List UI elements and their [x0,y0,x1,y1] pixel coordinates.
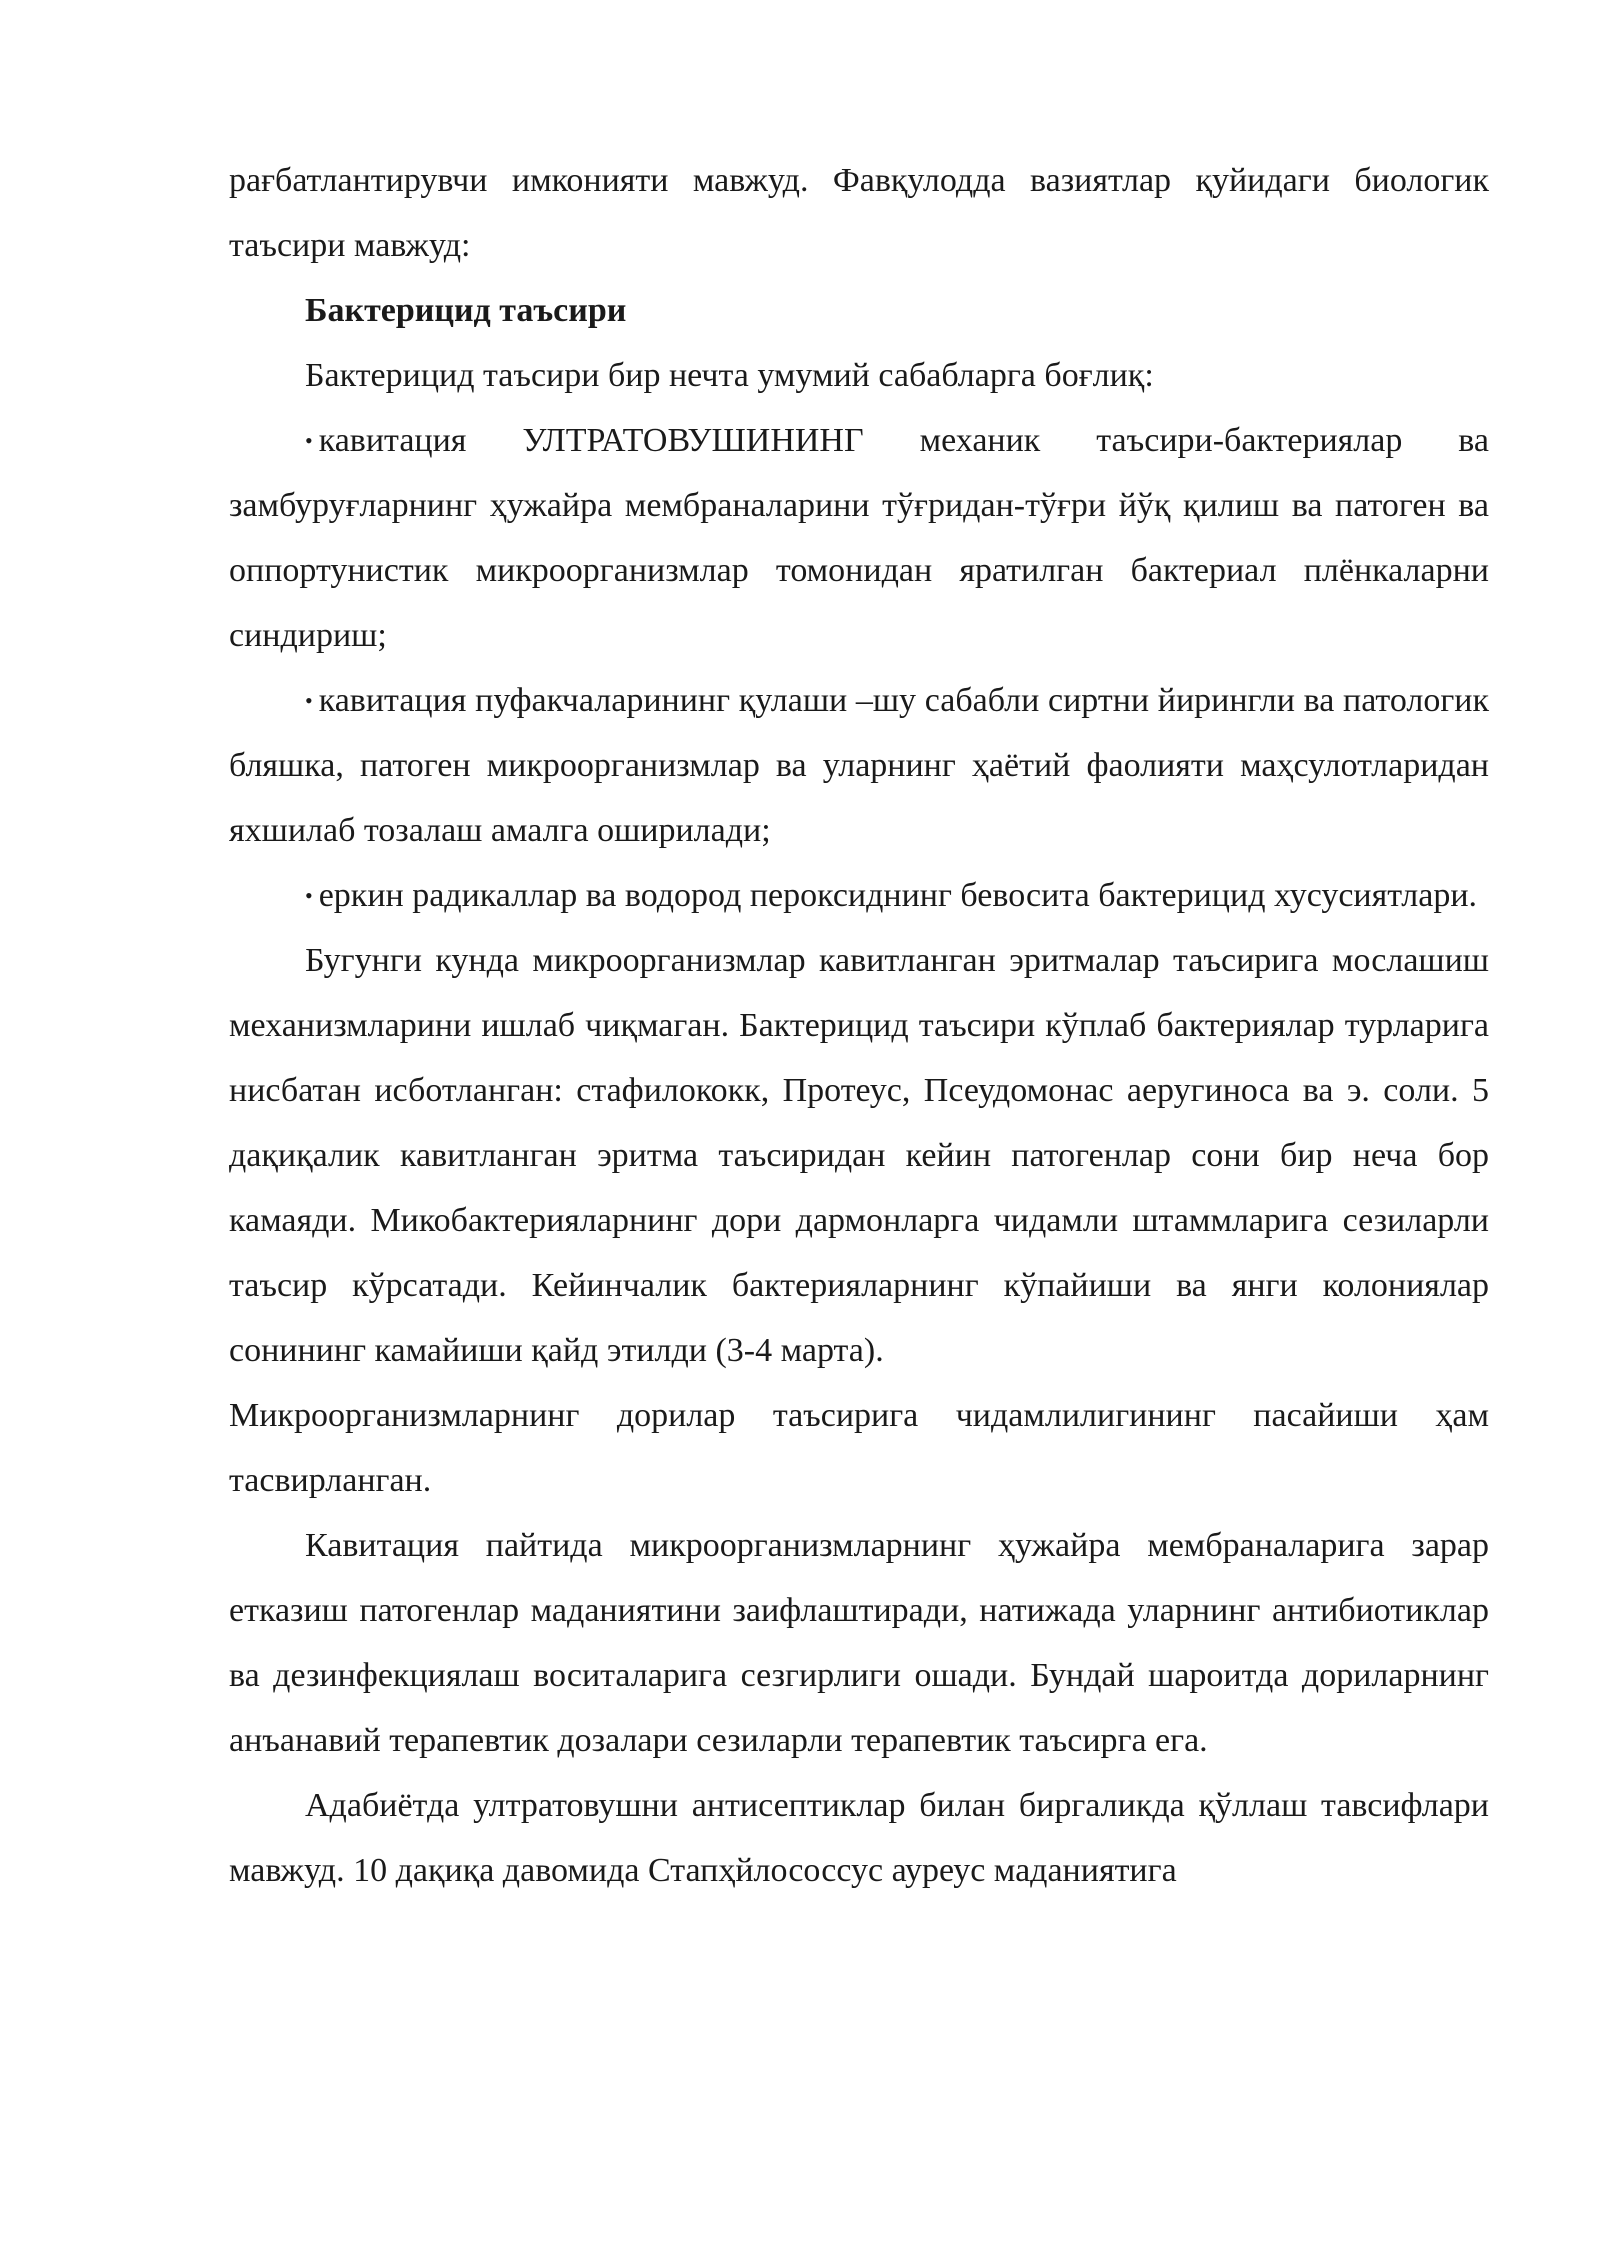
paragraph-causes: Бактерицид таъсири бир нечта умумий сабабларга боғлиқ: [305,357,1154,394]
paragraph-cavitation: Кавитация пайтида микроорганизмларнинг ҳужайра мембраналарига зарар етказиш патогенлар маданиятини заифлаштиради, натижада уларнинг антибиотиклар ва дезинфекциялаш воситаларига сезгирлиги ошади. Бундай шароитда дориларнинг анъанавий терапевтик дозалари сезиларли терапевтик таъсирга ега. [229,1527,1489,1759]
section-heading: Бактерицид таъсири [305,292,627,329]
bullet-item-3 [229,863,1489,928]
bullet-icon: • [305,428,313,453]
paragraph-microorganisms: Бугунги кунда микроорганизмлар кавитланган эритмалар таъсирига мослашиш механизмларини ишлаб чиқмаган. Бактерицид таъсири кўплаб бактериялар турларига нисбатан исботланган: стафилококк, Протеус, Псеудомонас аеругиноса ва э. соли. 5 дақиқалик кавитланган эритма таъсиридан кейин патогенлар сони бир неча бор камаяди. Микобактерияларнинг дори дармонларга чидамли штаммларига сезиларли таъсир кўрсатади. Кейинчалик бактерияларнинг кўпайиши ва янги колониялар сонининг камайиши қайд этилди (3-4 марта). [229,942,1489,1369]
paragraph-intro: рағбатлантирувчи имконияти мавжуд. Фавқулодда вазиятлар қуйидаги биологик таъсири мавжуд: [229,162,1489,264]
bullet-icon: • [305,883,313,908]
bullet-text: кавитация пуфакчаларининг қулаши –шу сабабли сиртни йирингли ва патологик бляшка, патоген микроорганизмлар ва уларнинг ҳаётий фаолияти маҳсулотларидан яхшилаб тозалаш амалга оширилади; [229,682,1489,849]
bullet-text: кавитация УЛТРАТОВУШИНИНГ механик таъсири-бактериялар ва замбуруғларнинг ҳужайра мембраналарини тўғридан-тўғри йўқ қилиш ва патоген ва оппортунистик микроорганизмлар томонидан яратилган бактериал плёнкаларни синдириш; [229,422,1489,654]
bullet-text: еркин радикаллар ва водород пероксиднинг бевосита бактерицид хусусиятлари. [318,877,1478,914]
bullet-icon: • [305,688,313,713]
document-page [229,148,1489,1903]
bullet-item-1 [229,408,1489,668]
paragraph-literature: Адабиётда ултратовушни антисептиклар билан биргаликда қўллаш тавсифлари мавжуд. 10 дақиқа давомида Стапҳйлососсус ауреус маданиятига [229,1787,1489,1889]
paragraph-resistance: Микроорганизмларнинг дорилар таъсирига чидамлилигининг пасайиши ҳам тасвирланган. [229,1397,1489,1499]
bullet-item-2 [229,668,1489,863]
